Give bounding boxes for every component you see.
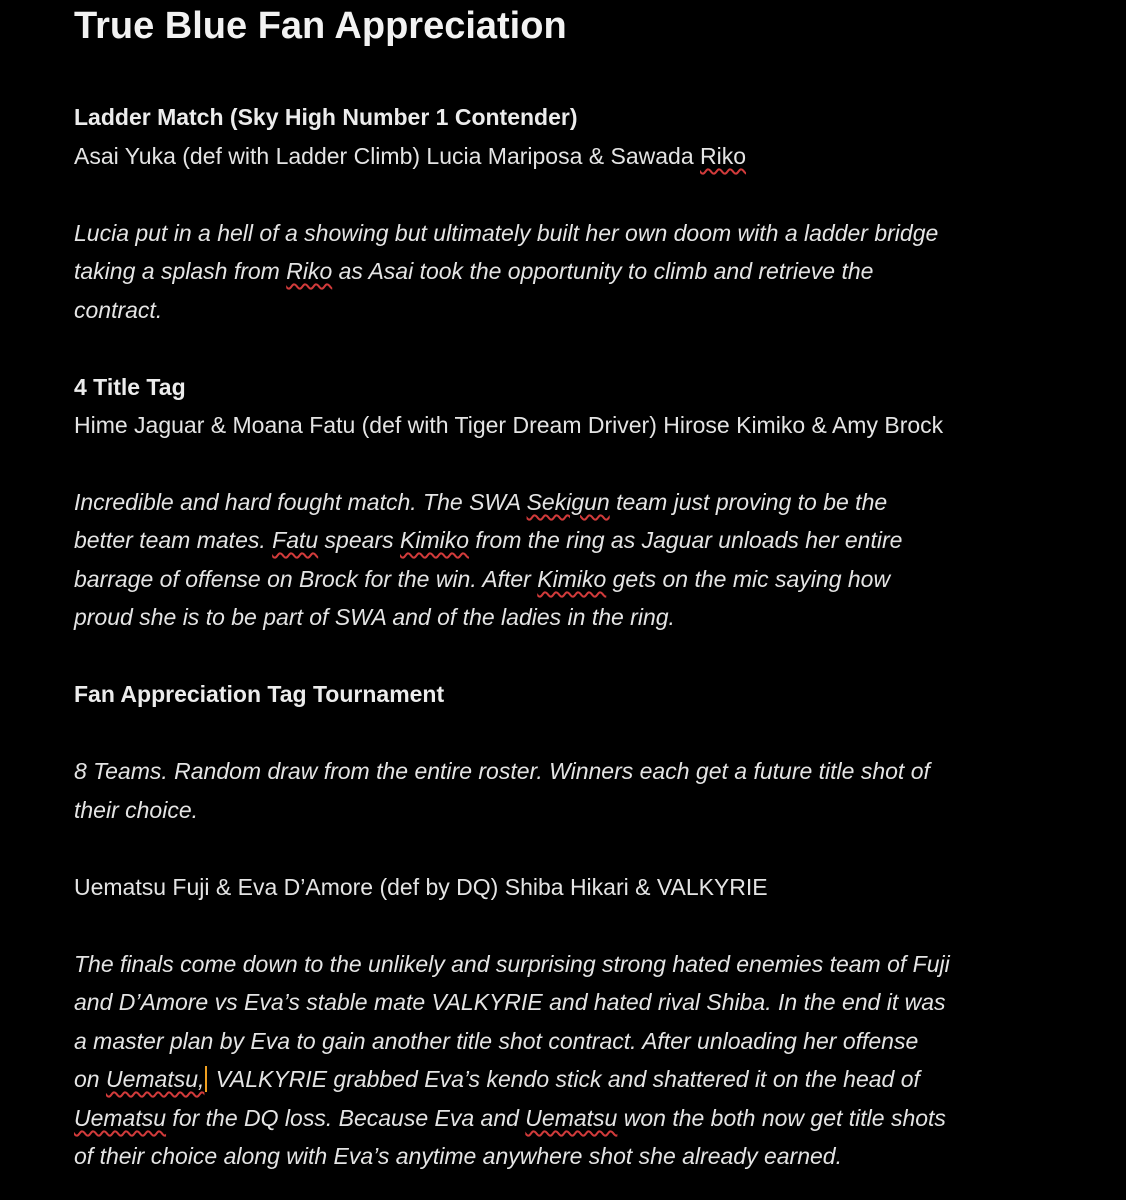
match1-result: Asai Yuka (def with Ladder Climb) Lucia Mariposa & Sawada Riko: [74, 143, 747, 169]
tournament-heading: Fan Appreciation Tag Tournament: [74, 681, 445, 707]
tournament-rules-line2: their choice.: [74, 797, 199, 823]
match1-desc-line3: contract.: [74, 297, 163, 323]
tournament-desc-line6: of their choice along with Eva’s anytime anywhere shot she already earned.: [74, 1143, 842, 1169]
tournament-desc-line3: a master plan by Eva to gain another title shot contract. After unloading her offense: [74, 1028, 919, 1054]
text-cursor: [205, 1066, 207, 1092]
misspelled-word: Sekigun: [526, 489, 610, 515]
match2-desc-line4: proud she is to be part of SWA and of the ladies in the ring.: [74, 604, 675, 630]
tournament-rules-line1: 8 Teams. Random draw from the entire roster. Winners each get a future title shot of: [74, 758, 930, 784]
match2-result: Hime Jaguar & Moana Fatu (def with Tiger Dream Driver) Hirose Kimiko & Amy Brock: [74, 412, 944, 438]
tournament-result: Uematsu Fuji & Eva D’Amore (def by DQ) Shiba Hikari & VALKYRIE: [74, 874, 768, 900]
misspelled-word: Fatu: [272, 527, 319, 553]
tournament-desc-line4: on Uematsu, VALKYRIE grabbed Eva’s kendo stick and shattered it on the head of: [74, 1066, 920, 1092]
misspelled-word: Riko: [286, 258, 333, 284]
misspelled-word: Uematsu,: [105, 1066, 205, 1092]
match2-desc-line1: Incredible and hard fought match. The SWA Sekigun team just proving to be the: [74, 489, 888, 515]
misspelled-word: Uematsu: [74, 1105, 167, 1131]
match2-desc-line3: barrage of offense on Brock for the win. After Kimiko gets on the mic saying how: [74, 566, 891, 592]
match2-heading: 4 Title Tag: [74, 374, 186, 400]
match2-desc-line2: better team mates. Fatu spears Kimiko from the ring as Jaguar unloads her entire: [74, 527, 903, 553]
match1-desc-line1: Lucia put in a hell of a showing but ultimately built her own doom with a ladder bridge: [74, 220, 939, 246]
match1-heading: Ladder Match (Sky High Number 1 Contender): [74, 104, 578, 130]
document-title: True Blue Fan Appreciation: [74, 5, 567, 47]
misspelled-word: Kimiko: [537, 566, 607, 592]
tournament-desc-line5: Uematsu for the DQ loss. Because Eva and Uematsu won the both now get title shots: [74, 1105, 946, 1131]
match1-desc-line2: taking a splash from Riko as Asai took the opportunity to climb and retrieve the: [74, 258, 874, 284]
tournament-desc-line1: The finals come down to the unlikely and surprising strong hated enemies team of Fuji: [74, 951, 950, 977]
misspelled-word: Riko: [700, 143, 747, 169]
misspelled-word: Kimiko: [400, 527, 470, 553]
tournament-desc-line2: and D’Amore vs Eva’s stable mate VALKYRIE and hated rival Shiba. In the end it was: [74, 989, 946, 1015]
misspelled-word: Uematsu: [525, 1105, 618, 1131]
